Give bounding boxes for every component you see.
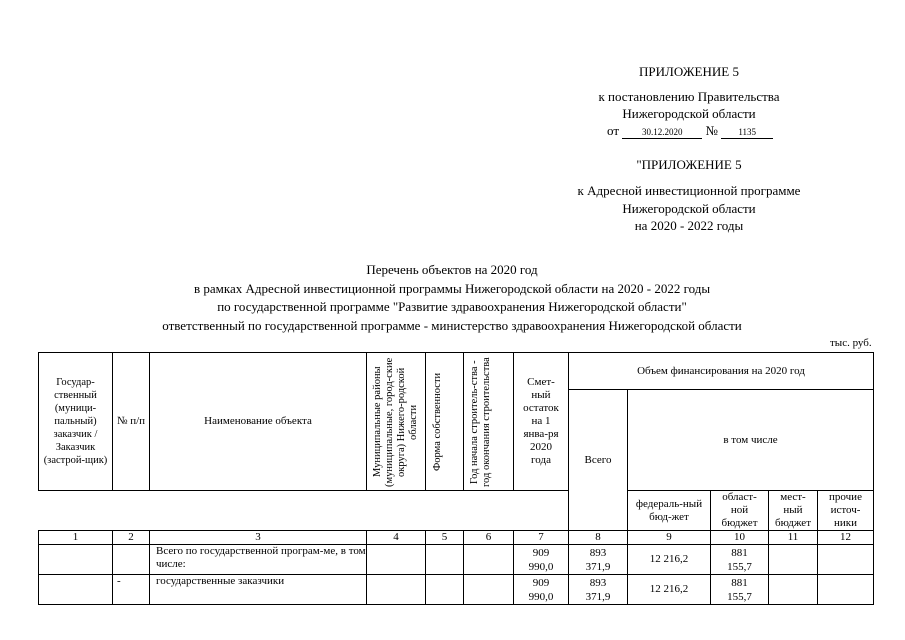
header-years [464,353,514,491]
header-num: № п/п [113,353,150,491]
row-total-part1: 893 [589,546,607,559]
resolution-line2: Нижегородской области [622,106,756,121]
resolution-line1: к постановлению Правительства [598,89,780,104]
col-number: 7 [514,531,569,545]
program-line1: к Адресной инвестиционной программе [577,183,801,198]
row-estimate-part1: 909 [532,576,550,589]
row-other [818,575,874,605]
row-federal: 12 216,2 [628,575,711,605]
header-total: Всего [569,390,628,531]
col-number: 10 [711,531,769,545]
row-local [769,545,818,575]
header-estimate: Смет-ный остаток на 1 янва-ря 2020 года [514,353,569,491]
row-object-name: государственные заказчики [150,575,367,605]
header-financing: Объем финансирования на 2020 год [569,353,874,390]
title-line3: по государственной программе "Развитие здравоохранения Нижегородской области" [217,299,687,314]
header-including: в том числе [628,390,874,491]
header-spacer [39,491,569,531]
row-regional [711,545,769,575]
row-regional [711,575,769,605]
number-value: 1135 [721,127,773,139]
row-total [569,545,628,575]
number-sign: № [705,123,718,138]
header-row-1 [39,353,874,390]
row-years [464,575,514,605]
appendix-title: ПРИЛОЖЕНИЕ 5 [639,64,739,79]
col-number: 2 [113,531,150,545]
col-number: 12 [818,531,874,545]
row-total-part1: 893 [589,576,607,589]
row-years [464,545,514,575]
header-customer: Государ-ственный (муници-пальный) заказчик / Заказчик (застрой-щик) [39,353,113,491]
row-regional-part1: 881 [731,546,748,559]
row-customer [39,575,113,605]
header-other: прочие источ-ники [818,491,874,531]
header-object-name: Наименование объекта [150,353,367,491]
appendix-title-2: "ПРИЛОЖЕНИЕ 5 [636,157,742,172]
row-ownership [426,545,464,575]
header-local: мест-ный бюджет [769,491,818,531]
header-municipal [367,353,426,491]
row-other [818,545,874,575]
title-line1: Перечень объектов на 2020 год [366,262,538,277]
program-line2: Нижегородской области [622,201,756,216]
financing-table [38,352,874,605]
header-ownership-text: Форма собственности [431,372,443,471]
row-ownership [426,575,464,605]
col-number: 8 [569,531,628,545]
col-number: 11 [769,531,818,545]
date-value: 30.12.2020 [622,127,702,139]
row-num: - [113,575,150,605]
col-number: 5 [426,531,464,545]
header-municipal-text: Муниципальные районы (муниципальные, город-ские округа) Нижего-родской области [372,356,419,487]
header-row-3 [39,491,874,531]
table-row [39,575,874,605]
row-estimate [514,545,569,575]
row-customer [39,545,113,575]
row-estimate-part2: 990,0 [528,560,554,573]
units-label: тыс. руб. [830,337,872,349]
col-number: 3 [150,531,367,545]
program-line3: на 2020 - 2022 годы [634,218,744,233]
row-object-name: Всего по государственной програм-ме, в том числе: [150,545,367,575]
column-number-row [39,531,874,545]
table-row [39,545,874,575]
title-line2: в рамках Адресной инвестиционной программы Нижегородской области на 2020 - 2022 годы [193,281,711,296]
row-estimate-part2: 990,0 [528,590,554,603]
row-regional-part2: 155,7 [727,560,752,573]
row-municipal [367,575,426,605]
row-estimate [514,575,569,605]
header-regional: област-ной бюджет [711,491,769,531]
row-total [569,575,628,605]
row-num [113,545,150,575]
col-number: 1 [39,531,113,545]
col-number: 6 [464,531,514,545]
header-ownership [426,353,464,491]
header-years-text: Год начала строитель-ства - год окончания строительства [468,356,492,487]
date-prefix: от [607,123,620,138]
row-total-part2: 371,9 [585,560,611,573]
row-federal: 12 216,2 [628,545,711,575]
row-regional-part1: 881 [731,576,748,589]
row-municipal [367,545,426,575]
row-total-part2: 371,9 [585,590,611,603]
date-number-line [607,123,773,139]
row-local [769,575,818,605]
title-line4: ответственный по государственной программе - министерство здравоохранения Нижегородской области [162,318,742,333]
col-number: 4 [367,531,426,545]
row-regional-part2: 155,7 [727,590,752,603]
row-estimate-part1: 909 [532,546,550,559]
col-number: 9 [628,531,711,545]
header-federal: федераль-ный бюд-жет [628,491,711,531]
